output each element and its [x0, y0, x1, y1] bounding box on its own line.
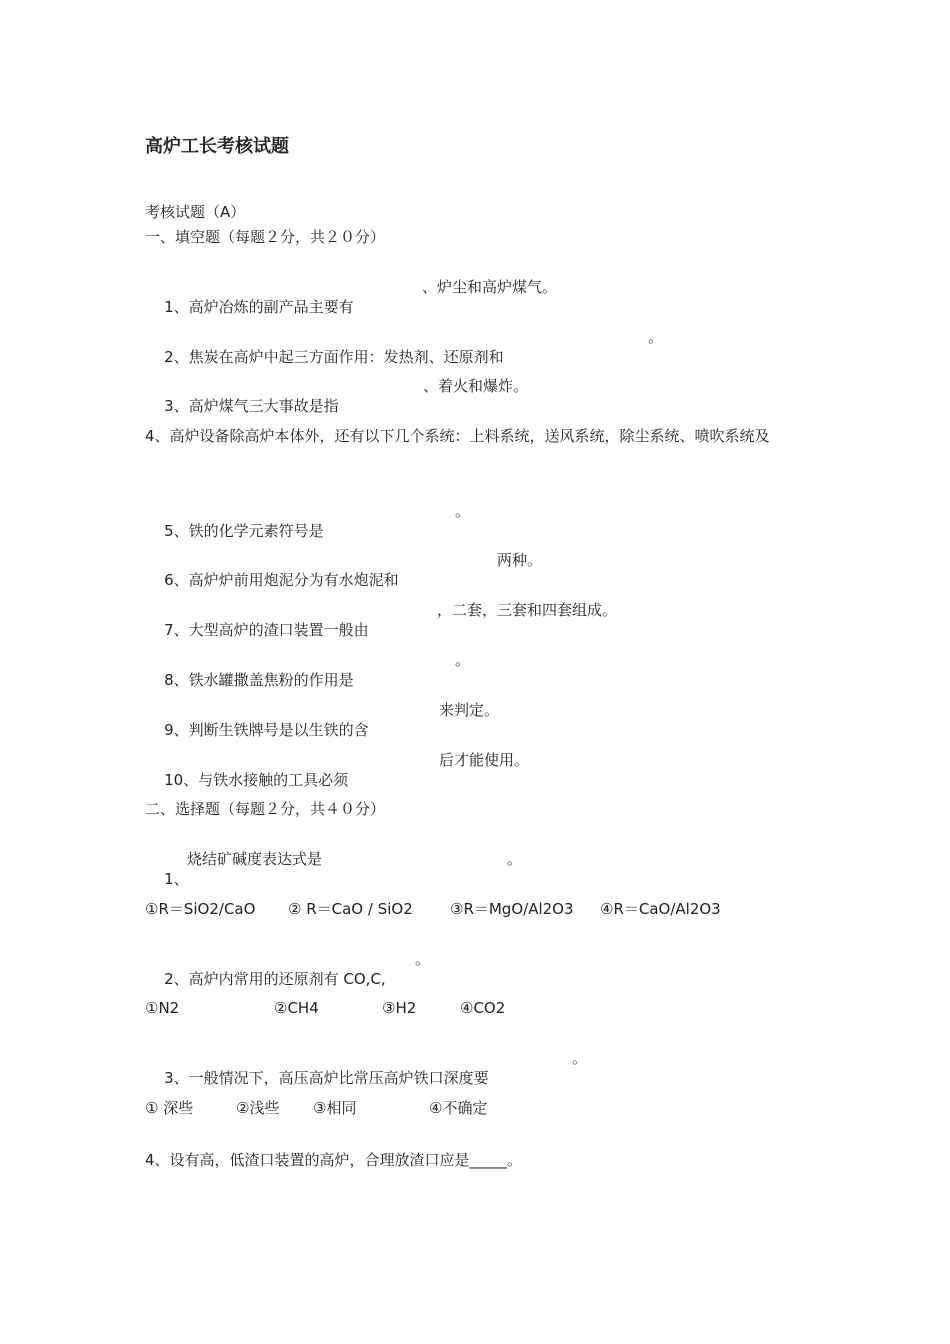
question-text-after-blank: 。 — [648, 328, 664, 346]
question-text-after-blank: 、炉尘和高炉煤气。 — [422, 278, 558, 296]
section-heading-fill-blank: 一、填空题（每题２分，共２０分） — [145, 228, 386, 246]
question-text: 9、判断生铁牌号是以生铁的含 — [164, 721, 369, 739]
section-heading-multiple-choice: 二、选择题（每题２分，共４０分） — [145, 800, 386, 818]
option-4: ④CO2 — [460, 999, 506, 1017]
question-text-after-blank: ，二套，三套和四套组成。 — [437, 601, 618, 619]
option-3: ③R＝MgO/Al2O3 — [450, 900, 574, 918]
option-1: ①R＝SiO2/CaO — [145, 900, 256, 918]
option-4: ④R＝CaO/Al2O3 — [600, 900, 721, 918]
question-text-after-blank: 来判定。 — [439, 701, 500, 719]
question-text-after-blank: 。 — [507, 850, 523, 868]
question-text: 2、高炉内常用的还原剂有 CO,C, — [164, 970, 386, 988]
question-text: 烧结矿碱度表达式是 — [187, 850, 323, 868]
option-2: ②CH4 — [274, 999, 319, 1017]
option-4: ④不确定 — [429, 1099, 488, 1117]
option-2: ② R＝CaO / SiO2 — [288, 900, 413, 918]
question-text: 6、高炉炉前用炮泥分为有水炮泥和 — [164, 571, 399, 589]
document-title: 高炉工长考核试题 — [145, 136, 289, 157]
question-text-after-blank: 两种。 — [497, 551, 543, 569]
question-text: 5、铁的化学元素符号是 — [164, 522, 324, 540]
option-2: ②浅些 — [236, 1099, 280, 1117]
question-text-after-blank: 、着火和爆炸。 — [423, 377, 529, 395]
question-text: 10、与铁水接触的工具必须 — [164, 771, 349, 789]
exam-subtitle: 考核试题（A） — [145, 203, 246, 221]
option-3: ③H2 — [382, 999, 417, 1017]
question-text: 1、高炉冶炼的副产品主要有 — [164, 298, 354, 316]
option-1: ① 深些 — [145, 1099, 194, 1117]
question-text-after-blank: 后才能使用。 — [439, 751, 530, 769]
question-text: 8、铁水罐撒盖焦粉的作用是 — [164, 671, 354, 689]
question-number: 1、 — [164, 870, 189, 888]
question-choice-4: 4、设有高，低渣口装置的高炉，合理放渣口应是_____。 — [145, 1151, 523, 1169]
question-text: 3、高炉煤气三大事故是指 — [164, 397, 339, 415]
question-text-after-blank: 。 — [572, 1049, 588, 1067]
question-text-after-blank: 。 — [455, 651, 471, 669]
question-fill-4: 4、高炉设备除高炉本体外，还有以下几个系统：上料系统，送风系统，除尘系统、喷吹系统及 — [145, 427, 770, 445]
option-3: ③相同 — [313, 1099, 357, 1117]
question-text: 7、大型高炉的渣口装置一般由 — [164, 621, 369, 639]
option-1: ①N2 — [145, 999, 180, 1017]
question-text-after-blank: 。 — [455, 502, 471, 520]
question-text-after-blank: 。 — [415, 950, 431, 968]
question-text: 3、一般情况下，高压高炉比常压高炉铁口深度要 — [164, 1069, 489, 1087]
question-text: 2、焦炭在高炉中起三方面作用：发热剂、还原剂和 — [164, 348, 504, 366]
